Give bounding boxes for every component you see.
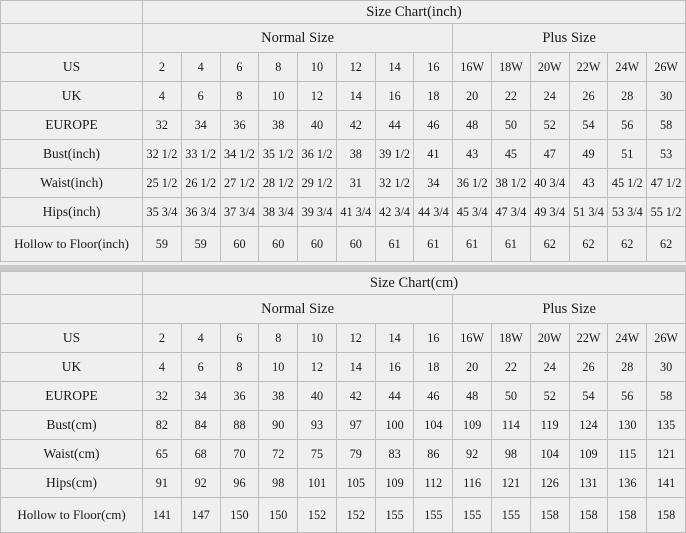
table-cell: 84 (181, 411, 220, 440)
size-chart-cm (0, 271, 686, 530)
table-cell: 34 (414, 169, 453, 198)
table-cell: 40 3/4 (530, 169, 569, 198)
table-cell: 41 (414, 140, 453, 169)
table-cell: 93 (298, 411, 337, 440)
table-cell: 51 (608, 140, 647, 169)
table-cell: 44 (375, 111, 414, 140)
row-label: UK (1, 353, 143, 382)
table-cell: 152 (336, 498, 375, 533)
table-row (1, 440, 686, 469)
table-cell: 141 (143, 498, 182, 533)
table-cell: 6 (220, 324, 259, 353)
chart-title: Size Chart(inch) (143, 1, 686, 24)
table-cell: 44 3/4 (414, 198, 453, 227)
table-cell: 36 3/4 (181, 198, 220, 227)
table-cell: 62 (569, 227, 608, 262)
table-cell: 8 (220, 82, 259, 111)
table-cell: 105 (336, 469, 375, 498)
table-cell: 24W (608, 324, 647, 353)
table-cell: 48 (453, 382, 492, 411)
table-cell: 36 (220, 382, 259, 411)
row-label: US (1, 53, 143, 82)
table-cell: 16W (453, 324, 492, 353)
table-cell: 116 (453, 469, 492, 498)
table-cell: 40 (298, 382, 337, 411)
table-cell: 38 (336, 140, 375, 169)
table-cell: 2 (143, 53, 182, 82)
row-label: Hips(cm) (1, 469, 143, 498)
table-cell: 35 1/2 (259, 140, 298, 169)
table-cell: 155 (453, 498, 492, 533)
table-cell: 135 (647, 411, 686, 440)
table-row (1, 353, 686, 382)
table-cell: 45 3/4 (453, 198, 492, 227)
table-cell: 20W (530, 53, 569, 82)
table-cell: 119 (530, 411, 569, 440)
table-cell: 4 (143, 82, 182, 111)
table-row (1, 227, 686, 262)
table-cell: 60 (259, 227, 298, 262)
table-cell: 155 (375, 498, 414, 533)
table-cell: 104 (530, 440, 569, 469)
table-cell: 79 (336, 440, 375, 469)
table-cell: 18W (492, 53, 531, 82)
table-cell: 158 (647, 498, 686, 533)
table-cell: 82 (143, 411, 182, 440)
table-cell: 104 (414, 411, 453, 440)
table-cell: 136 (608, 469, 647, 498)
table-row (1, 324, 686, 353)
table-cell: 12 (298, 82, 337, 111)
group-header-row (1, 24, 686, 53)
table-cell: 83 (375, 440, 414, 469)
table-cell: 6 (181, 353, 220, 382)
table-cell: 20W (530, 324, 569, 353)
row-label: Hips(inch) (1, 198, 143, 227)
table-cell: 36 1/2 (453, 169, 492, 198)
chart-title: Size Chart(cm) (143, 272, 686, 295)
table-cell: 41 3/4 (336, 198, 375, 227)
table-cell: 38 3/4 (259, 198, 298, 227)
table-cell: 46 (414, 382, 453, 411)
title-spacer (1, 272, 143, 295)
table-cell: 38 1/2 (492, 169, 531, 198)
table-cell: 52 (530, 382, 569, 411)
row-label: Bust(inch) (1, 140, 143, 169)
table-row (1, 111, 686, 140)
table-cell: 33 1/2 (181, 140, 220, 169)
table-cell: 54 (569, 382, 608, 411)
title-spacer (1, 1, 143, 24)
table-cell: 2 (143, 324, 182, 353)
chart-title-row (1, 1, 686, 24)
table-cell: 20 (453, 82, 492, 111)
table-cell: 55 1/2 (647, 198, 686, 227)
table-cell: 61 (492, 227, 531, 262)
table-row (1, 411, 686, 440)
table-cell: 27 1/2 (220, 169, 259, 198)
table-cell: 39 1/2 (375, 140, 414, 169)
row-label: Hollow to Floor(cm) (1, 498, 143, 533)
table-cell: 147 (181, 498, 220, 533)
table-cell: 98 (259, 469, 298, 498)
table-cell: 38 (259, 382, 298, 411)
table-cell: 152 (298, 498, 337, 533)
table-cell: 4 (181, 53, 220, 82)
table-cell: 109 (375, 469, 414, 498)
table-cell: 42 3/4 (375, 198, 414, 227)
table-cell: 61 (453, 227, 492, 262)
table-cell: 37 3/4 (220, 198, 259, 227)
table-cell: 65 (143, 440, 182, 469)
table-cell: 16W (453, 53, 492, 82)
table-cell: 150 (259, 498, 298, 533)
table-cell: 60 (220, 227, 259, 262)
table-cell: 131 (569, 469, 608, 498)
table-row (1, 498, 686, 533)
table-cell: 14 (336, 82, 375, 111)
table-cell: 45 1/2 (608, 169, 647, 198)
table-cell: 12 (336, 324, 375, 353)
table-cell: 59 (143, 227, 182, 262)
table-cell: 31 (336, 169, 375, 198)
table-cell: 16 (414, 53, 453, 82)
table-cell: 50 (492, 111, 531, 140)
group-plus-size: Plus Size (453, 295, 686, 324)
table-cell: 14 (375, 324, 414, 353)
table-cell: 47 (530, 140, 569, 169)
table-cell: 47 1/2 (647, 169, 686, 198)
table-cell: 26 1/2 (181, 169, 220, 198)
table-cell: 91 (143, 469, 182, 498)
table-cell: 86 (414, 440, 453, 469)
table-cell: 62 (530, 227, 569, 262)
table-cell: 56 (608, 382, 647, 411)
table-cell: 54 (569, 111, 608, 140)
table-cell: 22 (492, 82, 531, 111)
table-cell: 26 (569, 353, 608, 382)
table-cell: 130 (608, 411, 647, 440)
table-cell: 92 (181, 469, 220, 498)
table-cell: 96 (220, 469, 259, 498)
table-cell: 34 1/2 (220, 140, 259, 169)
table-cell: 30 (647, 353, 686, 382)
table-cell: 68 (181, 440, 220, 469)
table-cell: 75 (298, 440, 337, 469)
table-cell: 22 (492, 353, 531, 382)
table-cell: 109 (569, 440, 608, 469)
table-cell: 60 (336, 227, 375, 262)
row-label: EUROPE (1, 111, 143, 140)
row-label: Hollow to Floor(inch) (1, 227, 143, 262)
table-cell: 44 (375, 382, 414, 411)
table-cell: 51 3/4 (569, 198, 608, 227)
table-cell: 16 (375, 82, 414, 111)
table-cell: 32 (143, 382, 182, 411)
table-cell: 121 (647, 440, 686, 469)
table-cell: 114 (492, 411, 531, 440)
table-cell: 30 (647, 82, 686, 111)
table-cell: 158 (569, 498, 608, 533)
table-cell: 101 (298, 469, 337, 498)
table-cell: 158 (608, 498, 647, 533)
table-cell: 126 (530, 469, 569, 498)
table-cell: 97 (336, 411, 375, 440)
table-cell: 28 1/2 (259, 169, 298, 198)
table-cell: 121 (492, 469, 531, 498)
table-cell: 24 (530, 82, 569, 111)
table-cell: 109 (453, 411, 492, 440)
table-cell: 14 (375, 53, 414, 82)
group-normal-size: Normal Size (143, 295, 453, 324)
table-cell: 115 (608, 440, 647, 469)
table-cell: 8 (220, 353, 259, 382)
row-label: Waist(cm) (1, 440, 143, 469)
table-cell: 34 (181, 382, 220, 411)
table-cell: 48 (453, 111, 492, 140)
table-row (1, 53, 686, 82)
table-cell: 124 (569, 411, 608, 440)
chart-title-row (1, 272, 686, 295)
table-cell: 32 (143, 111, 182, 140)
table-cell: 155 (414, 498, 453, 533)
table-row (1, 198, 686, 227)
table-cell: 158 (530, 498, 569, 533)
table-cell: 49 (569, 140, 608, 169)
table-cell: 34 (181, 111, 220, 140)
table-cell: 32 1/2 (375, 169, 414, 198)
table-cell: 58 (647, 382, 686, 411)
table-cell: 72 (259, 440, 298, 469)
table-cell: 42 (336, 382, 375, 411)
table-cell: 20 (453, 353, 492, 382)
group-plus-size: Plus Size (453, 24, 686, 53)
size-chart-cm-table (0, 271, 686, 533)
table-cell: 35 3/4 (143, 198, 182, 227)
table-cell: 10 (259, 82, 298, 111)
table-cell: 10 (259, 353, 298, 382)
row-label: Bust(cm) (1, 411, 143, 440)
group-header-row (1, 295, 686, 324)
table-cell: 28 (608, 353, 647, 382)
table-row (1, 469, 686, 498)
table-cell: 6 (220, 53, 259, 82)
table-cell: 53 (647, 140, 686, 169)
table-cell: 22W (569, 53, 608, 82)
table-cell: 46 (414, 111, 453, 140)
table-cell: 98 (492, 440, 531, 469)
table-cell: 100 (375, 411, 414, 440)
table-cell: 43 (453, 140, 492, 169)
table-cell: 43 (569, 169, 608, 198)
table-cell: 70 (220, 440, 259, 469)
table-cell: 28 (608, 82, 647, 111)
table-cell: 56 (608, 111, 647, 140)
table-cell: 32 1/2 (143, 140, 182, 169)
table-cell: 60 (298, 227, 337, 262)
table-row (1, 82, 686, 111)
table-cell: 6 (181, 82, 220, 111)
table-cell: 4 (143, 353, 182, 382)
size-chart-inch-table (0, 0, 686, 262)
table-cell: 47 3/4 (492, 198, 531, 227)
row-label: US (1, 324, 143, 353)
table-cell: 16 (375, 353, 414, 382)
table-cell: 92 (453, 440, 492, 469)
table-cell: 16 (414, 324, 453, 353)
table-cell: 8 (259, 324, 298, 353)
table-cell: 62 (608, 227, 647, 262)
table-cell: 10 (298, 324, 337, 353)
table-cell: 36 (220, 111, 259, 140)
table-cell: 39 3/4 (298, 198, 337, 227)
table-row (1, 382, 686, 411)
table-cell: 12 (336, 53, 375, 82)
table-cell: 29 1/2 (298, 169, 337, 198)
row-label: Waist(inch) (1, 169, 143, 198)
table-cell: 26W (647, 324, 686, 353)
table-cell: 88 (220, 411, 259, 440)
table-cell: 42 (336, 111, 375, 140)
table-cell: 45 (492, 140, 531, 169)
table-cell: 36 1/2 (298, 140, 337, 169)
size-chart-inch (0, 0, 686, 265)
table-cell: 12 (298, 353, 337, 382)
table-cell: 58 (647, 111, 686, 140)
table-cell: 150 (220, 498, 259, 533)
table-cell: 49 3/4 (530, 198, 569, 227)
table-cell: 8 (259, 53, 298, 82)
table-cell: 62 (647, 227, 686, 262)
table-cell: 26 (569, 82, 608, 111)
table-cell: 61 (375, 227, 414, 262)
table-cell: 59 (181, 227, 220, 262)
table-cell: 10 (298, 53, 337, 82)
row-label: UK (1, 82, 143, 111)
table-cell: 22W (569, 324, 608, 353)
table-cell: 14 (336, 353, 375, 382)
table-cell: 155 (492, 498, 531, 533)
table-row (1, 169, 686, 198)
table-cell: 50 (492, 382, 531, 411)
table-cell: 24W (608, 53, 647, 82)
table-cell: 18 (414, 82, 453, 111)
table-cell: 25 1/2 (143, 169, 182, 198)
table-cell: 90 (259, 411, 298, 440)
table-cell: 4 (181, 324, 220, 353)
table-cell: 38 (259, 111, 298, 140)
table-cell: 61 (414, 227, 453, 262)
row-label: EUROPE (1, 382, 143, 411)
table-cell: 18W (492, 324, 531, 353)
group-spacer (1, 295, 143, 324)
table-cell: 53 3/4 (608, 198, 647, 227)
table-cell: 18 (414, 353, 453, 382)
table-row (1, 140, 686, 169)
table-cell: 52 (530, 111, 569, 140)
table-cell: 26W (647, 53, 686, 82)
table-cell: 112 (414, 469, 453, 498)
group-spacer (1, 24, 143, 53)
group-normal-size: Normal Size (143, 24, 453, 53)
table-cell: 141 (647, 469, 686, 498)
table-cell: 40 (298, 111, 337, 140)
table-cell: 24 (530, 353, 569, 382)
